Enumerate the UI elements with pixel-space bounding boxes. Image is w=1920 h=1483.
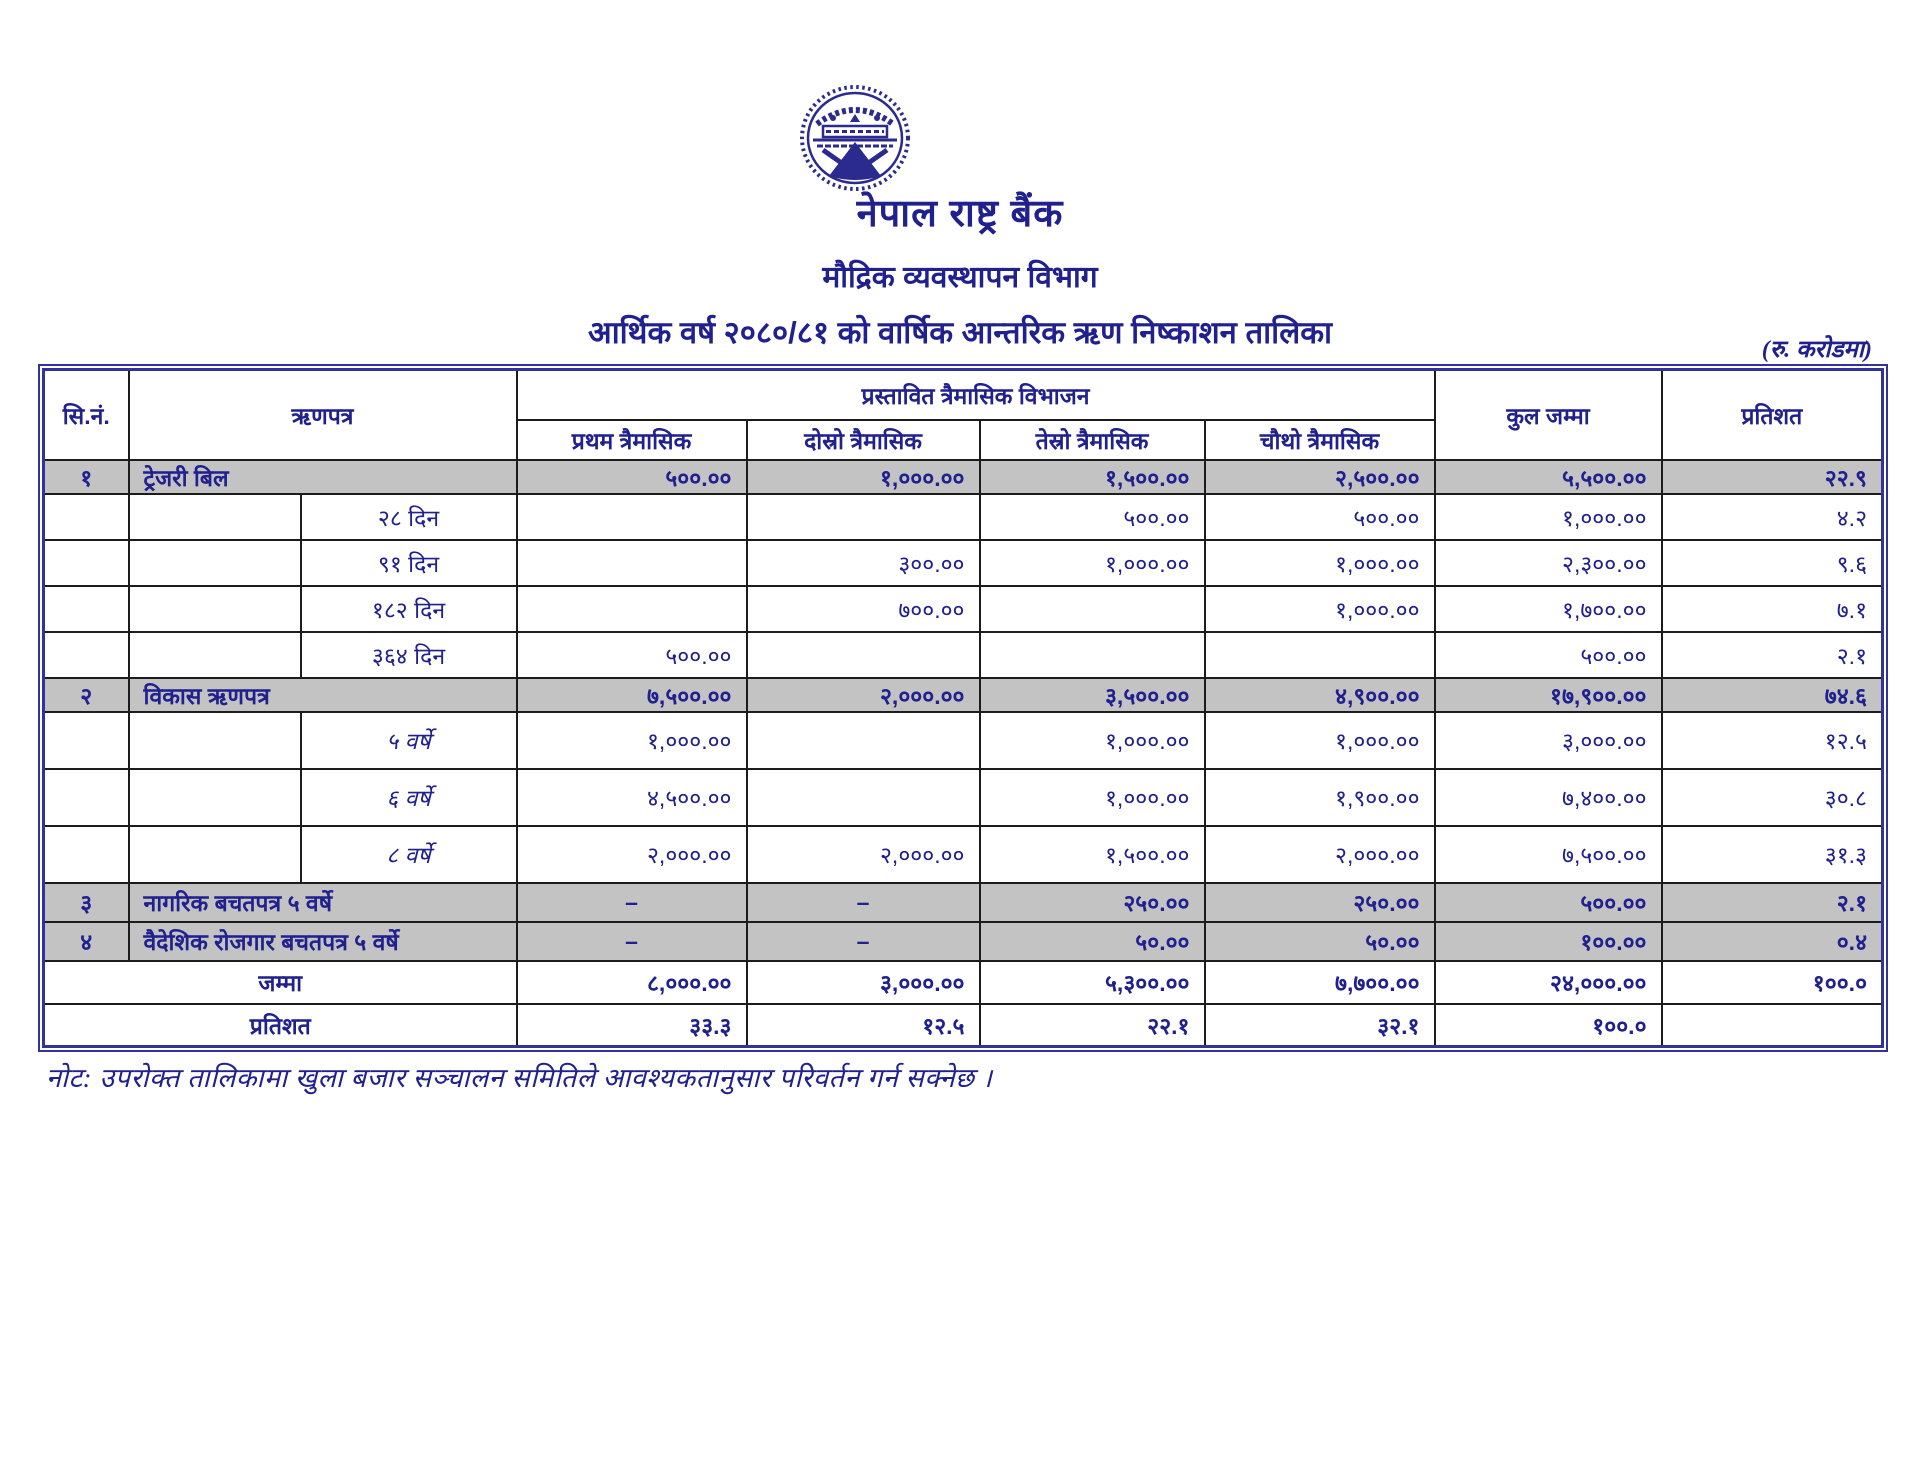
header-block (0, 186, 1920, 353)
cell-indent (129, 586, 301, 632)
cell-percent: २.१ (1662, 883, 1883, 922)
cell-q4: ५००.०० (1205, 494, 1435, 540)
row-citizen-savings (44, 883, 1883, 922)
cell-total: ७,५००.०० (1435, 826, 1662, 883)
cell-q1: ३३.३ (517, 1004, 747, 1047)
cell-q2 (747, 494, 980, 540)
cell-sn: ३ (44, 883, 129, 922)
cell-total: १००.० (1435, 1004, 1662, 1047)
cell-q3: १,५००.०० (980, 460, 1205, 494)
cell-empty-sn (44, 632, 129, 678)
document-title: आर्थिक वर्ष २०८०/८१ को वार्षिक आन्तरिक ऋण निष्काशन तालिका (587, 315, 1333, 350)
cell-q1: ४,५००.०० (517, 769, 747, 826)
row-182-days (44, 586, 1883, 632)
cell-q4: ३२.१ (1205, 1004, 1435, 1047)
cell-percent-label: प्रतिशत (44, 1004, 517, 1047)
cell-q1: ८,०००.०० (517, 961, 747, 1004)
cell-q3: २५०.०० (980, 883, 1205, 922)
cell-percent: ४.२ (1662, 494, 1883, 540)
cell-q1: २,०००.०० (517, 826, 747, 883)
cell-q1: – (517, 922, 747, 961)
row-8-year (44, 826, 1883, 883)
cell-indent (129, 712, 301, 769)
cell-q1 (517, 586, 747, 632)
cell-empty-sn (44, 494, 129, 540)
row-5-year (44, 712, 1883, 769)
cell-instrument: ६ वर्षे (301, 769, 517, 826)
row-91-days (44, 540, 1883, 586)
cell-indent (129, 769, 301, 826)
cell-percent: ७४.६ (1662, 678, 1883, 712)
col-header-q3: तेस्रो त्रैमासिक (980, 420, 1205, 460)
cell-total: १००.०० (1435, 922, 1662, 961)
cell-q4: ४,९००.०० (1205, 678, 1435, 712)
cell-percent: ९.६ (1662, 540, 1883, 586)
cell-total: १,७००.०० (1435, 586, 1662, 632)
cell-q2 (747, 712, 980, 769)
cell-q4: ७,७००.०० (1205, 961, 1435, 1004)
cell-q3: ५००.०० (980, 494, 1205, 540)
cell-indent (129, 826, 301, 883)
header-row-1 (44, 370, 1883, 420)
col-header-quarterly-group: प्रस्तावित त्रैमासिक विभाजन (517, 370, 1435, 420)
cell-empty-sn (44, 586, 129, 632)
col-header-instrument: ऋणपत्र (129, 370, 517, 460)
cell-percent: २२.९ (1662, 460, 1883, 494)
cell-total: २,३००.०० (1435, 540, 1662, 586)
cell-q1: १,०००.०० (517, 712, 747, 769)
cell-q2: २,०००.०० (747, 826, 980, 883)
cell-total: ३,०००.०० (1435, 712, 1662, 769)
cell-q4: २,५००.०० (1205, 460, 1435, 494)
cell-total: ५००.०० (1435, 632, 1662, 678)
bank-name-title: नेपाल राष्ट्र बैंक (856, 193, 1064, 235)
row-treasury-bill (44, 460, 1883, 494)
cell-percent: ७.१ (1662, 586, 1883, 632)
cell-q3: ५,३००.०० (980, 961, 1205, 1004)
row-28-days (44, 494, 1883, 540)
cell-total-label: जम्मा (44, 961, 517, 1004)
cell-instrument: नागरिक बचतपत्र ५ वर्षे (129, 883, 517, 922)
cell-q4 (1205, 632, 1435, 678)
cell-q2 (747, 632, 980, 678)
cell-instrument: ट्रेजरी बिल (129, 460, 517, 494)
cell-q3: १,५००.०० (980, 826, 1205, 883)
cell-total: १,०००.०० (1435, 494, 1662, 540)
col-header-q2: दोस्रो त्रैमासिक (747, 420, 980, 460)
cell-q4: १,०००.०० (1205, 712, 1435, 769)
cell-q4: ५०.०० (1205, 922, 1435, 961)
row-total (44, 961, 1883, 1004)
cell-percent: ३१.३ (1662, 826, 1883, 883)
cell-q4: २,०००.०० (1205, 826, 1435, 883)
cell-total: ५,५००.०० (1435, 460, 1662, 494)
cell-q2: – (747, 883, 980, 922)
cell-q2: २,०००.०० (747, 678, 980, 712)
cell-q1 (517, 494, 747, 540)
cell-total: २४,०००.०० (1435, 961, 1662, 1004)
cell-q2: – (747, 922, 980, 961)
cell-instrument: ५ वर्षे (301, 712, 517, 769)
cell-q1: ५००.०० (517, 632, 747, 678)
cell-q3: १,०००.०० (980, 712, 1205, 769)
cell-q1: ५००.०० (517, 460, 747, 494)
cell-indent (129, 540, 301, 586)
nrb-emblem-logo (799, 84, 911, 192)
cell-q2: ३००.०० (747, 540, 980, 586)
cell-q2: ७००.०० (747, 586, 980, 632)
cell-q3: १,०००.०० (980, 769, 1205, 826)
issuance-table-frame (38, 364, 1888, 1052)
row-6-year (44, 769, 1883, 826)
cell-q3 (980, 586, 1205, 632)
cell-empty-sn (44, 769, 129, 826)
cell-percent: १००.० (1662, 961, 1883, 1004)
cell-total: ५००.०० (1435, 883, 1662, 922)
cell-q2: १२.५ (747, 1004, 980, 1047)
cell-indent (129, 632, 301, 678)
cell-q2 (747, 769, 980, 826)
col-header-total: कुल जम्मा (1435, 370, 1662, 460)
cell-q3: १,०००.०० (980, 540, 1205, 586)
col-header-q4: चौथो त्रैमासिक (1205, 420, 1435, 460)
row-foreign-employment-savings (44, 922, 1883, 961)
cell-instrument: वैदेशिक रोजगार बचतपत्र ५ वर्षे (129, 922, 517, 961)
cell-q1 (517, 540, 747, 586)
cell-instrument: २८ दिन (301, 494, 517, 540)
cell-q4: १,९००.०० (1205, 769, 1435, 826)
footnote-text: नोट: उपरोक्त तालिकामा खुला बजार सञ्चालन समितिले आवश्यकतानुसार परिवर्तन गर्न सक्नेछ । (46, 1063, 993, 1093)
cell-percent (1662, 1004, 1883, 1047)
cell-instrument: १८२ दिन (301, 586, 517, 632)
row-percent (44, 1004, 1883, 1047)
cell-q4: २५०.०० (1205, 883, 1435, 922)
unit-note: (रु. करोडमा) (1761, 337, 1872, 363)
cell-q2: १,०००.०० (747, 460, 980, 494)
cell-q2: ३,०००.०० (747, 961, 980, 1004)
cell-q1: ७,५००.०० (517, 678, 747, 712)
cell-indent (129, 494, 301, 540)
cell-instrument: ९१ दिन (301, 540, 517, 586)
cell-empty-sn (44, 712, 129, 769)
cell-total: ७,४००.०० (1435, 769, 1662, 826)
cell-percent: ०.४ (1662, 922, 1883, 961)
cell-sn: २ (44, 678, 129, 712)
cell-percent: १२.५ (1662, 712, 1883, 769)
cell-total: १७,९००.०० (1435, 678, 1662, 712)
cell-q4: १,०००.०० (1205, 540, 1435, 586)
cell-sn: १ (44, 460, 129, 494)
col-header-sn: सि.नं. (44, 370, 129, 460)
cell-q3 (980, 632, 1205, 678)
cell-sn: ४ (44, 922, 129, 961)
cell-q3: ३,५००.०० (980, 678, 1205, 712)
cell-empty-sn (44, 826, 129, 883)
cell-percent: २.१ (1662, 632, 1883, 678)
department-title: मौद्रिक व्यवस्थापन विभाग (822, 261, 1098, 294)
cell-instrument: ३६४ दिन (301, 632, 517, 678)
col-header-q1: प्रथम त्रैमासिक (517, 420, 747, 460)
cell-q1: – (517, 883, 747, 922)
cell-q4: १,०००.०० (1205, 586, 1435, 632)
cell-instrument: विकास ऋणपत्र (129, 678, 517, 712)
row-364-days (44, 632, 1883, 678)
cell-q3: २२.१ (980, 1004, 1205, 1047)
issuance-table (42, 368, 1884, 1048)
cell-q3: ५०.०० (980, 922, 1205, 961)
col-header-percent: प्रतिशत (1662, 370, 1883, 460)
row-development-bond (44, 678, 1883, 712)
cell-empty-sn (44, 540, 129, 586)
cell-percent: ३०.८ (1662, 769, 1883, 826)
cell-instrument: ८ वर्षे (301, 826, 517, 883)
